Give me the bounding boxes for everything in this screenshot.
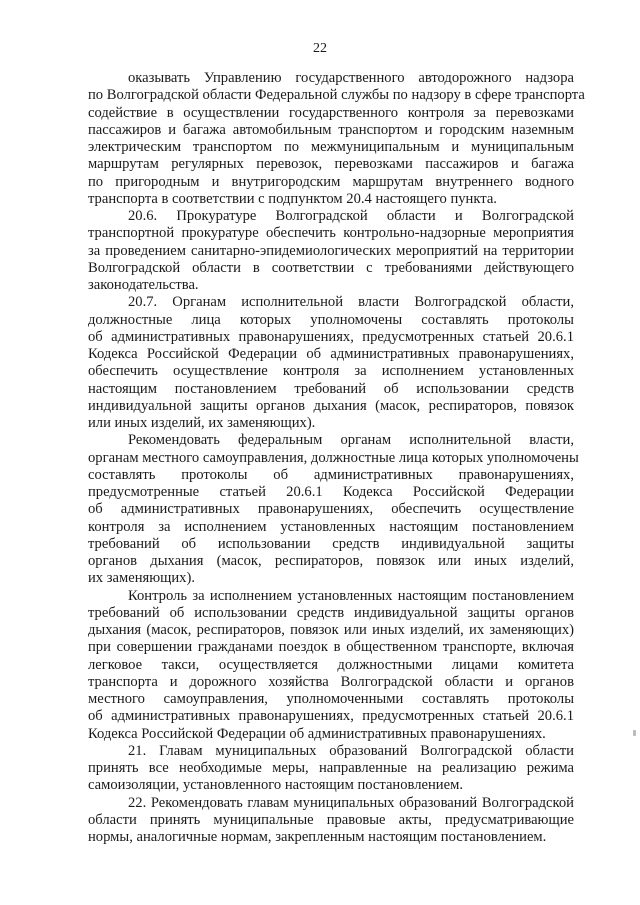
text-line: требований об использовании средств индивидуальной защиты органов xyxy=(88,604,574,621)
text-line: 21. Главам муниципальных образований Волгоградской области xyxy=(128,742,574,759)
text-line: транспорта и дорожного хозяйства Волгоградской области и органов xyxy=(88,673,574,690)
text-line: транспорта в соответствии с подпунктом 20.4 настоящего пункта. xyxy=(88,190,497,207)
text-line: области принять муниципальные правовые акты, предусматривающие xyxy=(88,811,574,828)
paragraph-control xyxy=(88,588,574,743)
text-line: об административных правонарушениях, предусмотренных статьей 20.6.1 xyxy=(88,328,574,345)
text-line: по Волгоградской области Федеральной службы по надзору в сфере транспорта xyxy=(88,87,585,104)
text-line: Кодекса Российской Федерации об административных правонарушениях. xyxy=(88,725,546,742)
text-line: содействие в осуществлении государственного контроля за перевозками xyxy=(88,104,574,121)
text-line: 22. Рекомендовать главам муниципальных образований Волгоградской xyxy=(128,794,574,811)
text-line: контроля за исполнением установленных настоящим постановлением xyxy=(88,518,574,535)
text-line: составлять протоколы об административных правонарушениях, xyxy=(88,466,574,483)
text-line: их заменяющих). xyxy=(88,570,195,587)
paragraph-cont xyxy=(88,70,585,208)
text-line: принять все необходимые меры, направленные на реализацию режима xyxy=(88,760,574,776)
text-line: 20.6. Прокуратуре Волгоградской области и Волгоградской xyxy=(128,208,574,224)
text-line: по пригородным и внутригородским маршрутам внутреннего водного xyxy=(88,173,574,190)
text-line: маршрутам регулярных перевозок, перевозками пассажиров и багажа xyxy=(88,156,574,173)
text-line: транспортной прокуратуре обеспечить контрольно-надзорные мероприятия xyxy=(88,225,574,242)
page-number: 22 xyxy=(313,41,327,56)
text-line: местного самоуправления, уполномоченными составлять протоколы xyxy=(88,691,574,707)
text-line: оказывать Управлению государственного автодорожного надзора xyxy=(128,70,574,86)
text-line: Контроль за исполнением установленных настоящим постановлением xyxy=(128,587,574,604)
text-line: или иных изделий, их заменяющих). xyxy=(88,415,316,431)
text-line: нормы, аналогичные нормам, закрепленным настоящим постановлением. xyxy=(88,829,547,845)
text-line: Кодекса Российской Федерации об административных правонарушениях, xyxy=(88,346,574,362)
paragraph-recommend-federal xyxy=(88,432,579,587)
text-line: Рекомендовать федеральным органам исполнительной власти, xyxy=(128,432,574,449)
text-line: самоизоляции, установленного настоящим постановлением. xyxy=(88,777,463,794)
text-line: за проведением санитарно-эпидемиологических мероприятий на территории xyxy=(88,242,574,259)
paragraph-p22 xyxy=(88,795,574,847)
text-line: органам местного самоуправления, должностные лица которых уполномочены xyxy=(88,449,579,466)
text-line: при совершении гражданами поездок в общественном транспорте, включая xyxy=(88,639,574,656)
text-line: об административных правонарушениях, обеспечить осуществление xyxy=(88,501,574,518)
text-line: легковое такси, осуществляется должностными лицами комитета xyxy=(88,656,574,673)
text-line: 20.7. Органам исполнительной власти Волгоградской области, xyxy=(128,294,574,311)
text-line: должностные лица которых уполномочены составлять протоколы xyxy=(88,311,574,328)
text-line: индивидуальной защиты органов дыхания (масок, респираторов, повязок xyxy=(88,397,574,414)
text-line: обеспечить осуществление контроля за исполнением установленных xyxy=(88,363,574,380)
text-line: об административных правонарушениях, предусмотренных статьей 20.6.1 xyxy=(88,708,574,725)
text-line: дыхания (масок, респираторов, повязок или иных изделий, их заменяющих) xyxy=(88,622,574,638)
text-line: органов дыхания (масок, респираторов, повязок или иных изделий, xyxy=(88,553,574,569)
text-line: электрическим транспортом по межмуниципальным и муниципальным xyxy=(88,139,574,155)
document-body xyxy=(88,70,585,846)
paragraph-p20-7 xyxy=(88,294,574,432)
text-line: пассажиров и багажа автомобильным транспортом и городским наземным xyxy=(88,121,574,138)
text-line: предусмотренные статьей 20.6.1 Кодекса Российской Федерации xyxy=(88,484,574,500)
text-line: законодательства. xyxy=(88,277,199,293)
text-line: Волгоградской области в соответствии с требованиями действующего xyxy=(88,259,574,276)
paragraph-p20-6 xyxy=(88,208,574,294)
paragraph-p21 xyxy=(88,743,574,795)
text-line: настоящим постановлением требований об использовании средств xyxy=(88,380,574,397)
scan-edge-mark xyxy=(633,730,636,736)
text-line: требований об использовании средств индивидуальной защиты xyxy=(88,535,574,552)
